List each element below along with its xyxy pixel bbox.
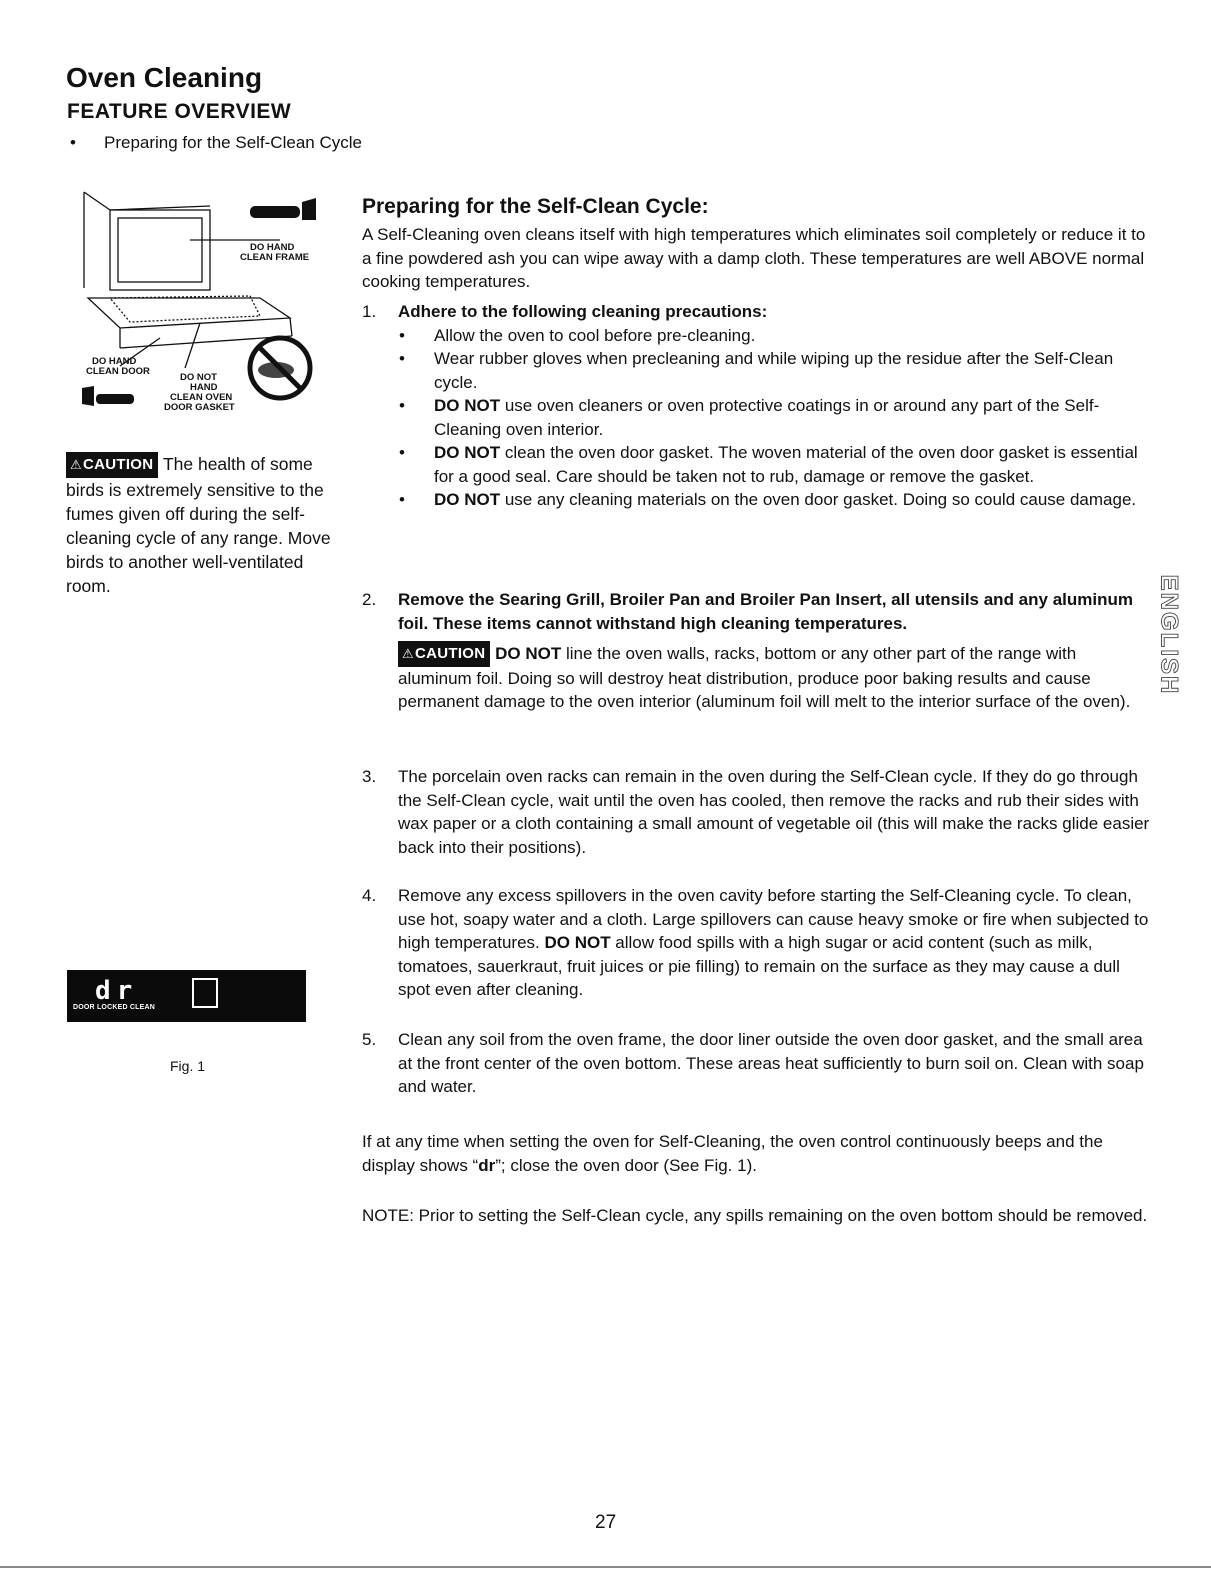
svg-text:ENGLISH: ENGLISH (1155, 574, 1183, 696)
language-side-tab (1150, 560, 1186, 710)
bottom-rule (0, 1566, 1211, 1568)
step-1 (362, 300, 1152, 512)
bullet-dot: • (70, 133, 76, 152)
step-number: 5. (362, 1030, 377, 1049)
label-frame-1: DO HAND (250, 242, 295, 253)
label-frame-2: CLEAN FRAME (240, 252, 310, 263)
list-item: • Allow the oven to cool before pre-cleaning. (399, 325, 756, 345)
oven-display-figure (67, 970, 306, 1022)
list-item: • Wear rubber gloves when precleaning and while wiping up the residue after the Self-Clean cycle. (399, 349, 1114, 392)
page-number: 27 (595, 1512, 617, 1533)
step-text: Remove any excess spillovers in the oven cavity before starting the Self-Cleaning cycle. To clean, use hot, soapy water and a cloth. Large spillovers can cause heavy smoke or fire when subjected to high temperatures. DO NOT allow food spills with a high sugar or acid content (such as milk, tomatoes, sauerkraut, fruit juices or pie filling) to remain on the surface as they may cause a dull spot even after cleaning. (398, 886, 1149, 999)
step-title: Adhere to the following cleaning precautions: (398, 302, 768, 321)
list-item: • DO NOT clean the oven door gasket. The woven material of the oven door gasket is essential for a good seal. Care should be taken not to rub, damage or remove the gasket. (399, 443, 1138, 486)
step-number: 4. (362, 886, 377, 905)
label-door-1: DO HAND (92, 356, 137, 367)
caution-label: CAUTION (414, 645, 486, 662)
display-code: dr (95, 976, 139, 1006)
step-number: 2. (362, 590, 377, 609)
section-subtitle: FEATURE OVERVIEW (67, 100, 292, 123)
step-text: The porcelain oven racks can remain in the oven during the Self-Clean cycle. If they do go through the Self-Clean cycle, wait until the oven has cooled, then remove the racks and rub their sides with wax paper or a cloth containing a small amount of vegetable oil (this will make the racks glide easier back into their positions). (398, 767, 1150, 857)
display-legend: DOOR LOCKED CLEAN (73, 1004, 155, 1011)
label-door-2: CLEAN DOOR (86, 366, 150, 377)
oven-cleaning-illustration (80, 188, 332, 428)
precautions-list (362, 324, 1152, 512)
warning-triangle-icon: ⚠ (70, 457, 82, 472)
display-dr-paragraph: If at any time when setting the oven for Self-Cleaning, the oven control continuously beeps and the display shows “dr”; close the oven door (See Fig. 1). (362, 1132, 1103, 1175)
display-door-box (192, 978, 218, 1008)
foil-caution: ⚠CAUTION DO NOT line the oven walls, racks, bottom or any other part of the range with aluminum foil. Doing so will destroy heat distribution, produce poor baking results and cause permanent damage to the oven interior (aluminum foil will melt to the interior surface of the oven). (398, 641, 1152, 714)
step-3 (362, 765, 1152, 859)
caution-label: CAUTION (82, 456, 154, 473)
page-title: Oven Cleaning (66, 62, 263, 93)
step-2 (362, 588, 1152, 714)
warning-triangle-icon: ⚠ (402, 646, 414, 661)
step-4 (362, 884, 1152, 1002)
overview-bullet (70, 133, 362, 153)
section-heading: Preparing for the Self-Clean Cycle: (362, 195, 709, 218)
bird-caution-note (66, 452, 338, 598)
note-paragraph: NOTE: Prior to setting the Self-Clean cycle, any spills remaining on the oven bottom should be removed. (362, 1206, 1148, 1225)
list-item: • DO NOT use oven cleaners or oven protective coatings in or around any part of the Self-Cleaning oven interior. (399, 396, 1100, 439)
list-item: • DO NOT use any cleaning materials on the oven door gasket. Doing so could cause damage. (399, 490, 1137, 509)
step-number: 1. (362, 302, 377, 321)
overview-bullet-text: Preparing for the Self-Clean Cycle (104, 133, 362, 152)
intro-paragraph: A Self-Cleaning oven cleans itself with high temperatures which eliminates soil completely or reduce it to a fine powdered ash you can wipe away with a damp cloth. These temperatures are well ABOVE normal cooking temperatures. (362, 225, 1146, 291)
label-gasket-1: DO NOT (180, 372, 217, 383)
step-text: Clean any soil from the oven frame, the door liner outside the oven door gasket, and the small area at the front center of the oven bottom. These areas heat sufficiently to burn soil on. Clean with soap and water. (398, 1030, 1144, 1096)
step-5 (362, 1028, 1152, 1099)
caution-badge (398, 641, 490, 667)
bird-caution-text: The health of some birds is extremely sensitive to the fumes given off during the self-cleaning cycle of any range. Move birds to another well-ventilated room. (66, 454, 331, 596)
label-gasket-4: DOOR GASKET (164, 402, 235, 413)
figure-caption: Fig. 1 (170, 1058, 206, 1074)
label-gasket-2: HAND (190, 382, 218, 393)
caution-badge (66, 452, 158, 478)
step-number: 3. (362, 767, 377, 786)
step-title: Remove the Searing Grill, Broiler Pan and Broiler Pan Insert, all utensils and any aluminum foil. These items cannot withstand high cleaning temperatures. (398, 590, 1133, 633)
label-gasket-3: CLEAN OVEN (170, 392, 233, 403)
